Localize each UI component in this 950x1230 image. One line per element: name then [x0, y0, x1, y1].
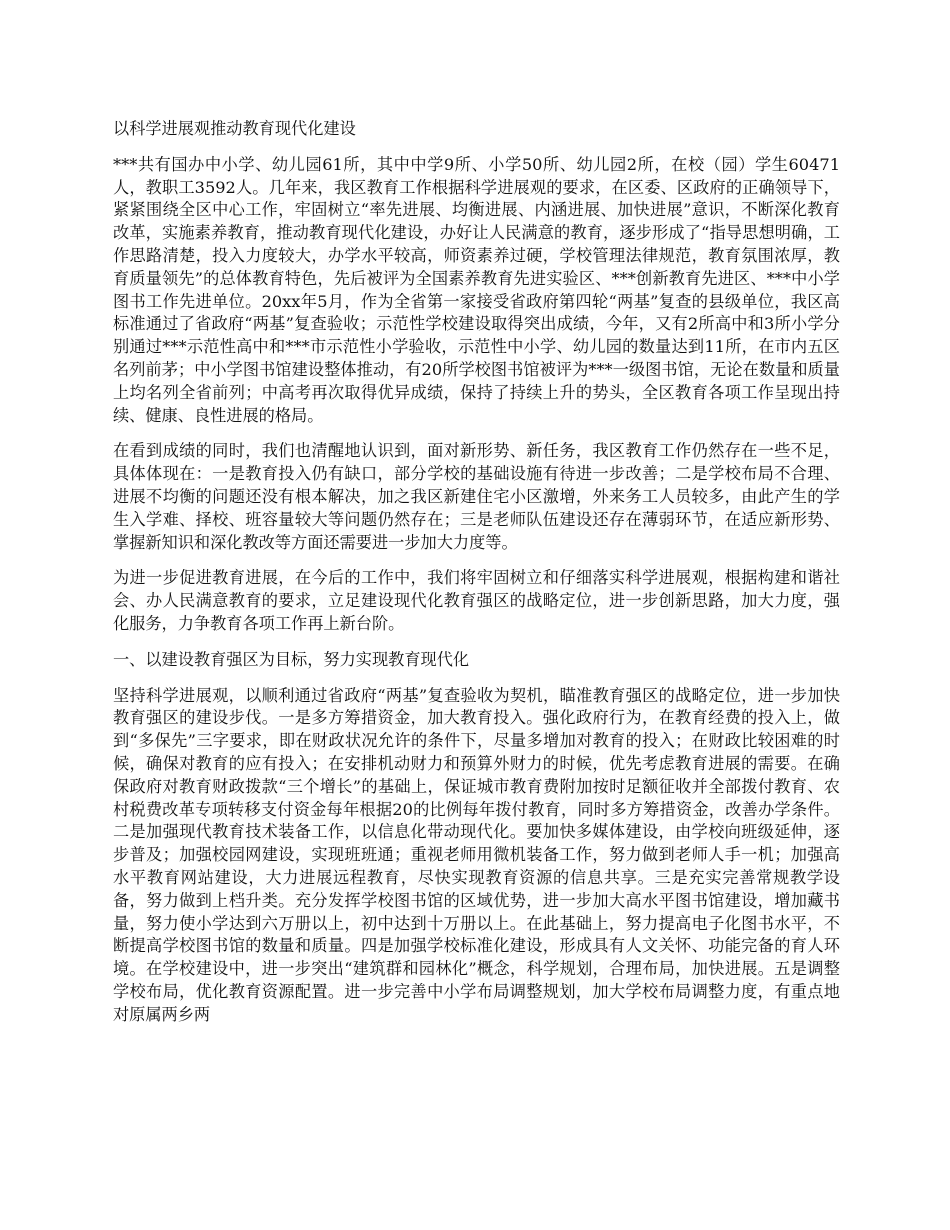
document-page [113, 118, 840, 1039]
document-title: 以科学进展观推动教育现代化建设 [113, 119, 356, 138]
paragraph-section-1-body: 坚持科学进展观，以顺利通过省政府“两基”复查验收为契机，瞄准教育强区的战略定位，进一步加快教育强区的建设步伐。一是多方筹措资金，加大教育投入。强化政府行为，在教育经费的投入上，做到“多保先”三字要求，即在财政状况允许的条件下，尽量多增加对教育的投入；在财政比较困难的时候，确保对教育的应有投入；在安排机动财力和预算外财力的时候，优先考虑教育进展的需要。在确保政府对教育财政拨款“三个增长”的基础上，保证城市教育费附加按时足额征收并全部拨付教育、农村税费改革专项转移支付资金每年根据20的比例每年拨付教育，同时多方筹措资金，改善办学条件。二是加强现代教育技术装备工作，以信息化带动现代化。要加快多媒体建设，由学校向班级延伸，逐步普及；加强校园网建设，实现班班通；重视老师用微机装备工作，努力做到老师人手一机；加强高水平教育网站建设，大力进展远程教育，尽快实现教育资源的信息共享。三是充实完善常规教学设备，努力做到上档升类。充分发挥学校图书馆的区域优势，进一步加大高水平图书馆建设，增加藏书量，努力使小学达到六万册以上，初中达到十万册以上。在此基础上，努力提高电子化图书水平，不断提高学校图书馆的数量和质量。四是加强学校标准化建设，形成具有人文关怀、功能完备的育人环境。在学校建设中，进一步突出“建筑群和园林化”概念，科学规划，合理布局，加快进展。五是调整学校布局，优化教育资源配置。进一步完善中小学布局调整规划，加大学校布局调整力度，有重点地对原属两乡两 [113, 685, 840, 1024]
paragraph-overview: ***共有国办中小学、幼儿园61所，其中中学9所、小学50所、幼儿园2所，在校（园）学生60471人，教职工3592人。几年来，我区教育工作根据科学进展观的要求，在区委、区政府的正确领导下，紧紧围绕全区中心工作，牢固树立“率先进展、均衡进展、内涵进展、加快进展”意识，不断深化教育改革，实施素养教育，推动教育现代化建设，办好让人民满意的教育，逐步形成了“指导思想明确，工作思路清楚，投入力度较大，办学水平较高，师资素养过硬，学校管理法律规范，教育氛围浓厚，教育质量领先”的总体教育特色，先后被评为全国素养教育先进实验区、***创新教育先进区、***中小学图书工作先进单位。20xx年5月，作为全省第一家接受省政府第四轮“两基”复查的县级单位，我区高标准通过了省政府“两基”复查验收；示范性学校建设取得突出成绩，今年，又有2所高中和3所小学分别通过***示范性高中和***市示范性小学验收，示范性中小学、幼儿园的数量达到11所，在市内五区名列前茅；中小学图书馆建设整体推动，有20所学校图书馆被评为***一级图书馆，无论在数量和质量上均名列全省前列；中高考再次取得优异成绩，保持了持续上升的势头，全区教育各项工作呈现出持续、健康、良性进展的格局。 [113, 154, 840, 425]
paragraph-goals: 为进一步促进教育进展，在今后的工作中，我们将牢固树立和仔细落实科学进展观，根据构建和谐社会、办人民满意教育的要求，立足建设现代化教育强区的战略定位，进一步创新思路，加大力度，强化服务，力争教育各项工作再上新台阶。 [113, 568, 840, 633]
paragraph-shortcomings: 在看到成绩的同时，我们也清醒地认识到，面对新形势、新任务，我区教育工作仍然存在一些不足，具体体现在：一是教育投入仍有缺口，部分学校的基础设施有待进一步改善；二是学校布局不合理、进展不均衡的问题还没有根本解决，加之我区新建住宅小区激增，外来务工人员较多，由此产生的学生入学难、择校、班容量较大等问题仍然存在；三是老师队伍建设还存在薄弱环节，在适应新形势、掌握新知识和深化教改等方面还需要进一步加大力度等。 [113, 441, 840, 552]
section-heading-1: 一、以建设教育强区为目标，努力实现教育现代化 [113, 649, 470, 669]
